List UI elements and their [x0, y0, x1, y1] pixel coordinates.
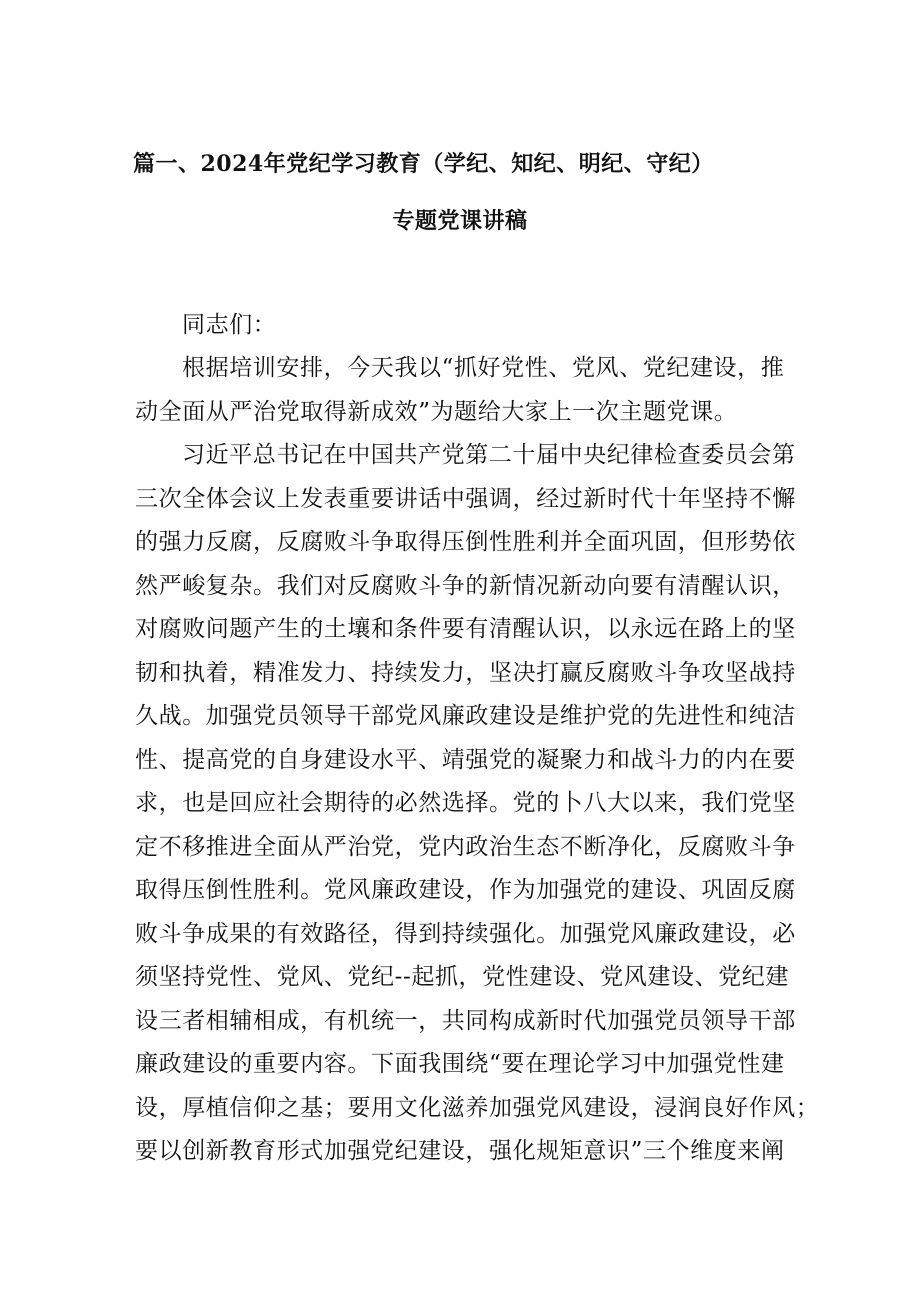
- body-line: 韧和执着，精准发力、持续发力，坚决打赢反腐败斗争攻坚战持: [135, 660, 796, 686]
- body-line: 须坚持党性、党风、党纪--起抓，党性建设、党风建设、党纪建: [135, 964, 789, 990]
- body-line: 性、提高党的自身建设水平、靖强党的凝聚力和战斗力的内在要: [135, 747, 796, 773]
- body-line: 的强力反腐，反腐败斗争取得压倒性胜利并全面巩固，但形势依: [135, 529, 796, 555]
- body-line: 设三者相辅相成，有机统一，共同构成新时代加强党员领导干部: [135, 1008, 796, 1034]
- body-line: 要以创新教育形式加强党纪建设，强化规矩意识”三个维度来阐: [135, 1138, 785, 1164]
- body-line: 对腐败问题产生的土壤和条件要有清醒认识，以永远在路上的坚: [135, 616, 796, 642]
- body-line: 三次全体会议上发表重要讲话中强调，经过新时代十年坚持不懈: [135, 486, 796, 512]
- salutation: 同志们：: [182, 312, 277, 338]
- body-line: 动全面从严治党取得新成效”为题给大家上一次主题党课。: [135, 399, 738, 425]
- body-line: 习近平总书记在中国共产党第二十届中央纪律检查委员会第: [182, 442, 796, 468]
- body-line: 然严峻复杂。我们对反腐败斗争的新情况新动向要有清醒认识，: [135, 573, 796, 599]
- body-line: 久战。加强党员领导干部党风廉政建设是维护党的先进性和纯洁: [135, 703, 796, 729]
- body-line: 廉政建设的重要内容。下面我围绕“要在理论学习中加强党性建: [135, 1051, 785, 1077]
- body-line: 根据培训安排，今天我以“抓好党性、党风、党纪建设，推: [182, 355, 785, 381]
- body-line: 求，也是回应社会期待的必然选择。党的卜八大以来，我们党坚: [135, 790, 796, 816]
- body-line: 设，厚植信仰之基；要用文化滋养加强党风建设，浸润良好作风；: [135, 1095, 820, 1121]
- document-title-line1: 篇一、2024年党纪学习教育（学纪、知纪、明纪、守纪）: [133, 151, 714, 177]
- document-title-line2: 专题党课讲稿: [392, 208, 528, 234]
- body-line: 定不移推进全面从严治党，党内政治生态不断净化，反腐败斗争: [135, 834, 796, 860]
- body-line: 取得压倒性胜利。党风廉政建设，作为加强党的建设、巩固反腐: [135, 877, 796, 903]
- body-line: 败斗争成果的有效路径，得到持续强化。加强党风廉政建设，必: [135, 921, 796, 947]
